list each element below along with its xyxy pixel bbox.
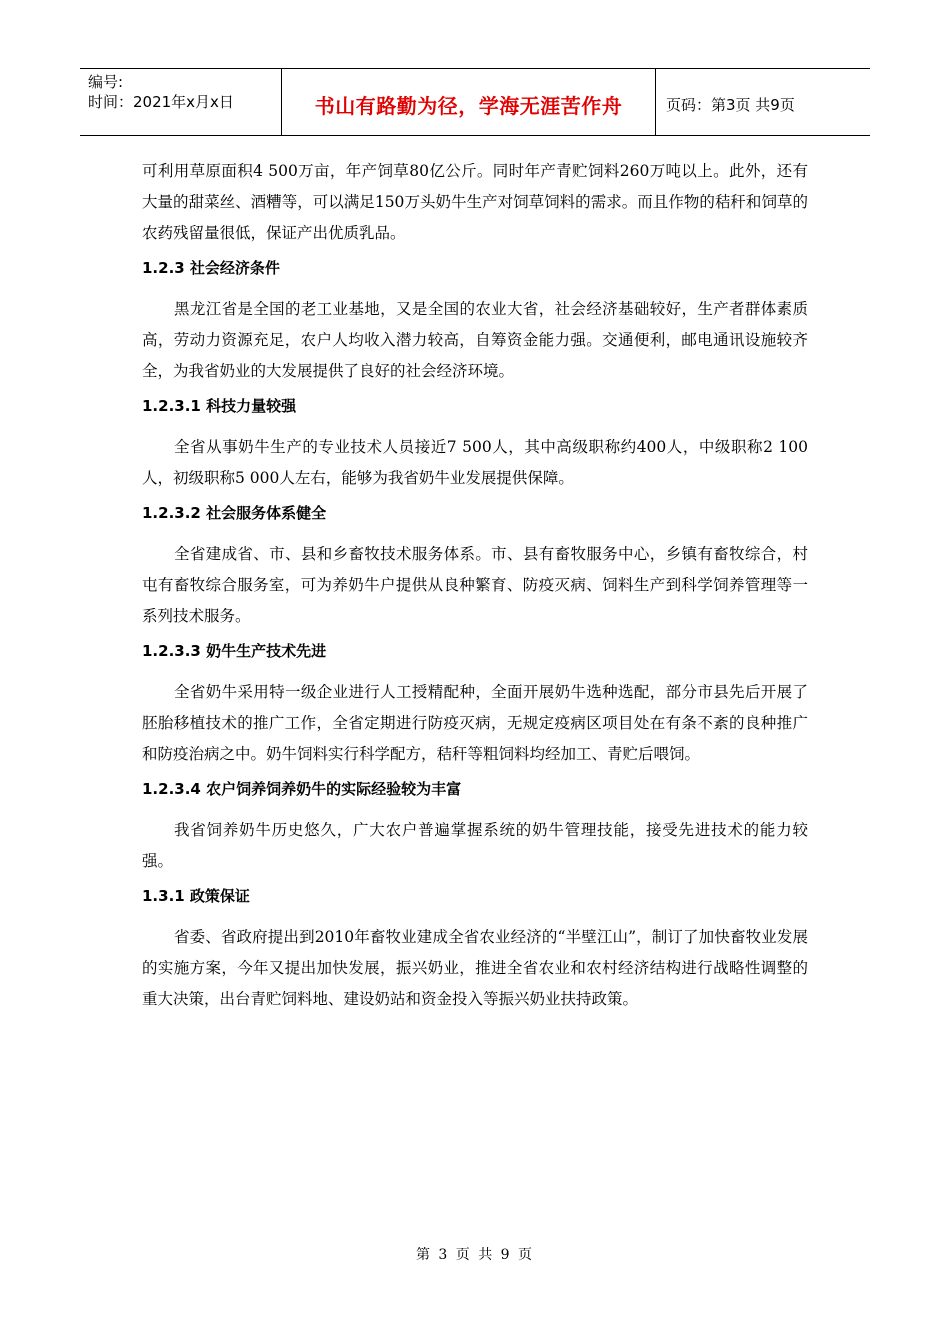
page-info: 页码：第3页 共9页 bbox=[666, 95, 795, 114]
motto-text: 书山有路勤为径，学海无涯苦作舟 bbox=[282, 69, 656, 135]
section-heading: 1.2.3.4 农户饲养饲养奶牛的实际经验较为丰富 bbox=[142, 780, 462, 798]
paragraph: 可利用草原面积4 500万亩，年产饲草80亿公斤。同时年产青贮饲料260万吨以上。此外，还有大量的甜菜丝、酒糟等，可以满足150万头奶牛生产对饲草饲料的需求。而且作物的秸秆和饲草的农药残留量很低，保证产出优质乳品。 bbox=[142, 162, 808, 242]
number-label: 编号: bbox=[88, 73, 124, 91]
paragraph: 全省奶牛采用特一级企业进行人工授精配种，全面开展奶牛选种选配，部分市县先后开展了胚胎移植技术的推广工作，全省定期进行防疫灭病，无规定疫病区项目处在有条不紊的良种推广和防疫治病之中。奶牛饲料实行科学配方，秸秆等粗饲料均经加工、青贮后喂饲。 bbox=[142, 683, 808, 763]
section-heading: 1.2.3.2 社会服务体系健全 bbox=[142, 504, 327, 522]
header-meta bbox=[80, 69, 282, 135]
section-heading: 1.2.3.1 科技力量较强 bbox=[142, 397, 297, 415]
page-header bbox=[80, 68, 870, 136]
document-body bbox=[142, 156, 808, 1015]
paragraph: 省委、省政府提出到2010年畜牧业建成全省农业经济的“半壁江山”，制订了加快畜牧业发展的实施方案，今年又提出加快发展，振兴奶业，推进全省农业和农村经济结构进行战略性调整的重大决策，出台青贮饲料地、建设奶站和资金投入等振兴奶业扶持政策。 bbox=[142, 928, 808, 1008]
section-heading: 1.3.1 政策保证 bbox=[142, 887, 250, 905]
page-footer: 第 3 页 共 9 页 bbox=[415, 1247, 535, 1263]
paragraph: 全省建成省、市、县和乡畜牧技术服务体系。市、县有畜牧服务中心，乡镇有畜牧综合，村屯有畜牧综合服务室，可为养奶牛户提供从良种繁育、防疫灭病、饲料生产到科学饲养管理等一系列技术服务。 bbox=[142, 545, 808, 625]
date-label: 时间：2021年x月x日 bbox=[88, 93, 234, 111]
paragraph: 全省从事奶牛生产的专业技术人员接近7 500人，其中高级职称约400人，中级职称2 100人，初级职称5 000人左右，能够为我省奶牛业发展提供保障。 bbox=[142, 438, 808, 487]
section-heading: 1.2.3.3 奶牛生产技术先进 bbox=[142, 642, 327, 660]
paragraph: 我省饲养奶牛历史悠久，广大农户普遍掌握系统的奶牛管理技能，接受先进技术的能力较强。 bbox=[142, 821, 808, 870]
paragraph: 黑龙江省是全国的老工业基地，又是全国的农业大省，社会经济基础较好，生产者群体素质高，劳动力资源充足，农户人均收入潜力较高，自筹资金能力强。交通便利，邮电通讯设施较齐全，为我省奶业的大发展提供了良好的社会经济环境。 bbox=[142, 300, 808, 380]
section-heading: 1.2.3 社会经济条件 bbox=[142, 259, 280, 277]
